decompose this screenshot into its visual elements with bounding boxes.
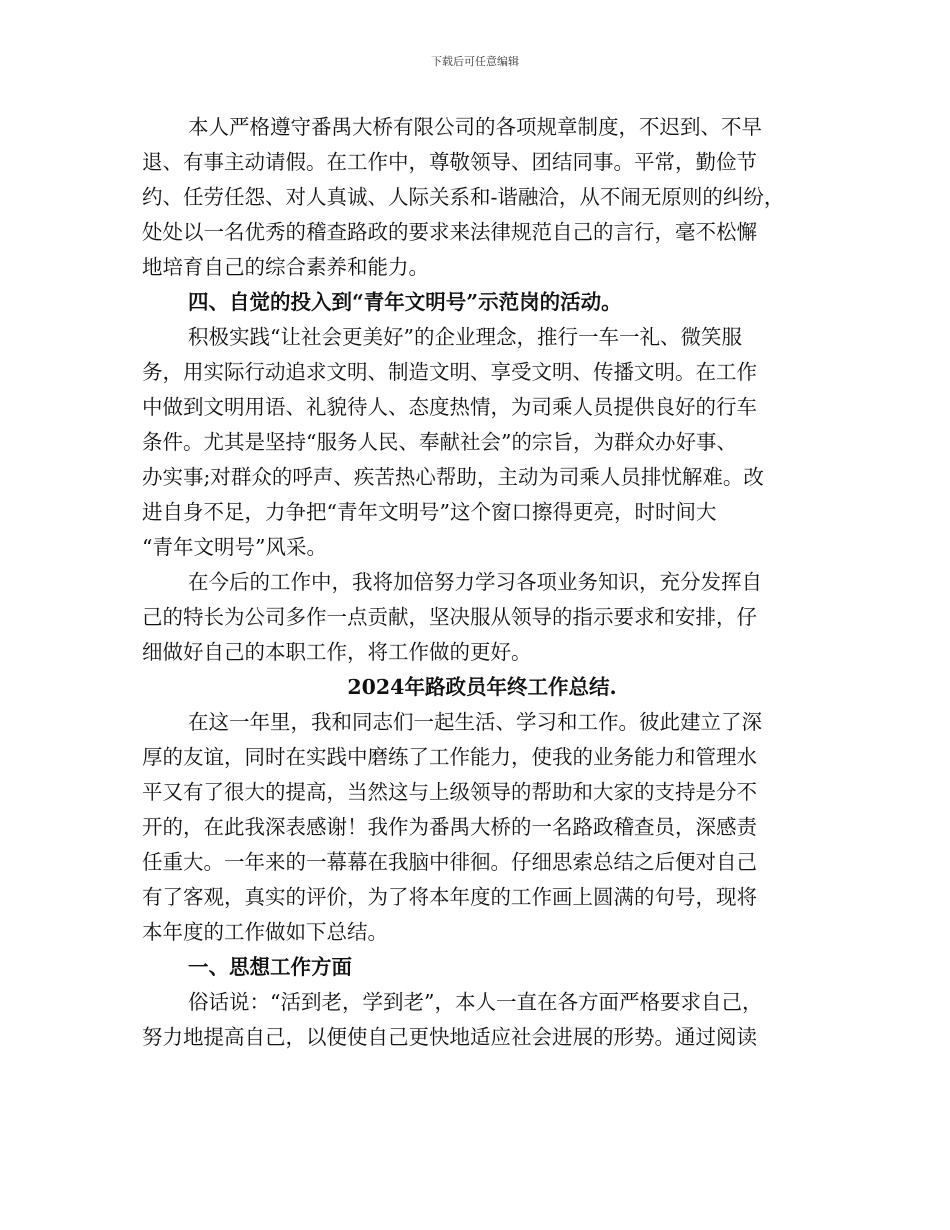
text-line: 本年度的工作做如下总结。 <box>142 920 388 944</box>
text-line: 在今后的工作中，我将加倍努力学习各项业务知识，充分发挥自 <box>188 570 762 594</box>
text-line: 进自身不足，力争把“青年文明号”这个窗口擦得更亮，时时间大 <box>142 500 717 524</box>
section-heading: 一、思想工作方面 <box>188 955 352 979</box>
page-header: 下载后可任意编辑 <box>431 55 519 68</box>
text-line: 平又有了很大的提高，当然这与上级领导的帮助和大家的支持是分不 <box>142 780 757 804</box>
text-line: 条件。尤其是坚持“服务人民、奉献社会”的宗旨，为群众办好事、 <box>142 430 737 454</box>
text-line: 约、任劳任怨、对人真诚、人际关系和-谐融洽，从不闹无原则的纠纷， <box>142 185 785 209</box>
text-line: 开的，在此我深表感谢！我作为番禺大桥的一名路政稽查员，深感责 <box>142 815 757 839</box>
text-line: 退、有事主动请假。在工作中，尊敬领导、团结同事。平常，勤俭节 <box>142 150 757 174</box>
section-heading: 四、自觉的投入到“青年文明号”示范岗的活动。 <box>188 290 622 314</box>
section-title: 2024年路政员年终工作总结. <box>347 675 617 699</box>
text-line: 努力地提高自己，以便使自己更快地适应社会进展的形势。通过阅读 <box>142 1025 757 1049</box>
text-line: 处处以一名优秀的稽查路政的要求来法律规范自己的言行，毫不松懈 <box>142 220 757 244</box>
text-line: 在这一年里，我和同志们一起生活、学习和工作。彼此建立了深 <box>188 710 762 734</box>
text-line: 务，用实际行动追求文明、制造文明、享受文明、传播文明。在工作 <box>142 360 757 384</box>
text-line: 积极实践“让社会更美好”的企业理念，推行一车一礼、微笑服 <box>188 325 742 349</box>
text-line: 中做到文明用语、礼貌待人、态度热情，为司乘人员提供良好的行车 <box>142 395 757 419</box>
text-line: 有了客观，真实的评价，为了将本年度的工作画上圆满的句号，现将 <box>142 885 757 909</box>
text-line: 己的特长为公司多作一点贡献，坚决服从领导的指示要求和安排，仔 <box>142 605 757 629</box>
text-line: “青年文明号”风采。 <box>142 535 327 559</box>
text-line: 厚的友谊，同时在实践中磨练了工作能力，使我的业务能力和管理水 <box>142 745 757 769</box>
text-line: 细做好自己的本职工作，将工作做的更好。 <box>142 640 532 664</box>
text-line: 办实事;对群众的呼声、疾苦热心帮助，主动为司乘人员排忧解难。改 <box>142 465 764 489</box>
text-line: 本人严格遵守番禺大桥有限公司的各项规章制度，不迟到、不早 <box>188 115 762 139</box>
text-line: 任重大。一年来的一幕幕在我脑中徘徊。仔细思索总结之后便对自己 <box>142 850 757 874</box>
document-body <box>142 110 822 1055</box>
text-line: 地培育自己的综合素养和能力。 <box>142 255 429 279</box>
text-line: 俗话说：“活到老，学到老”，本人一直在各方面严格要求自己， <box>188 990 763 1014</box>
